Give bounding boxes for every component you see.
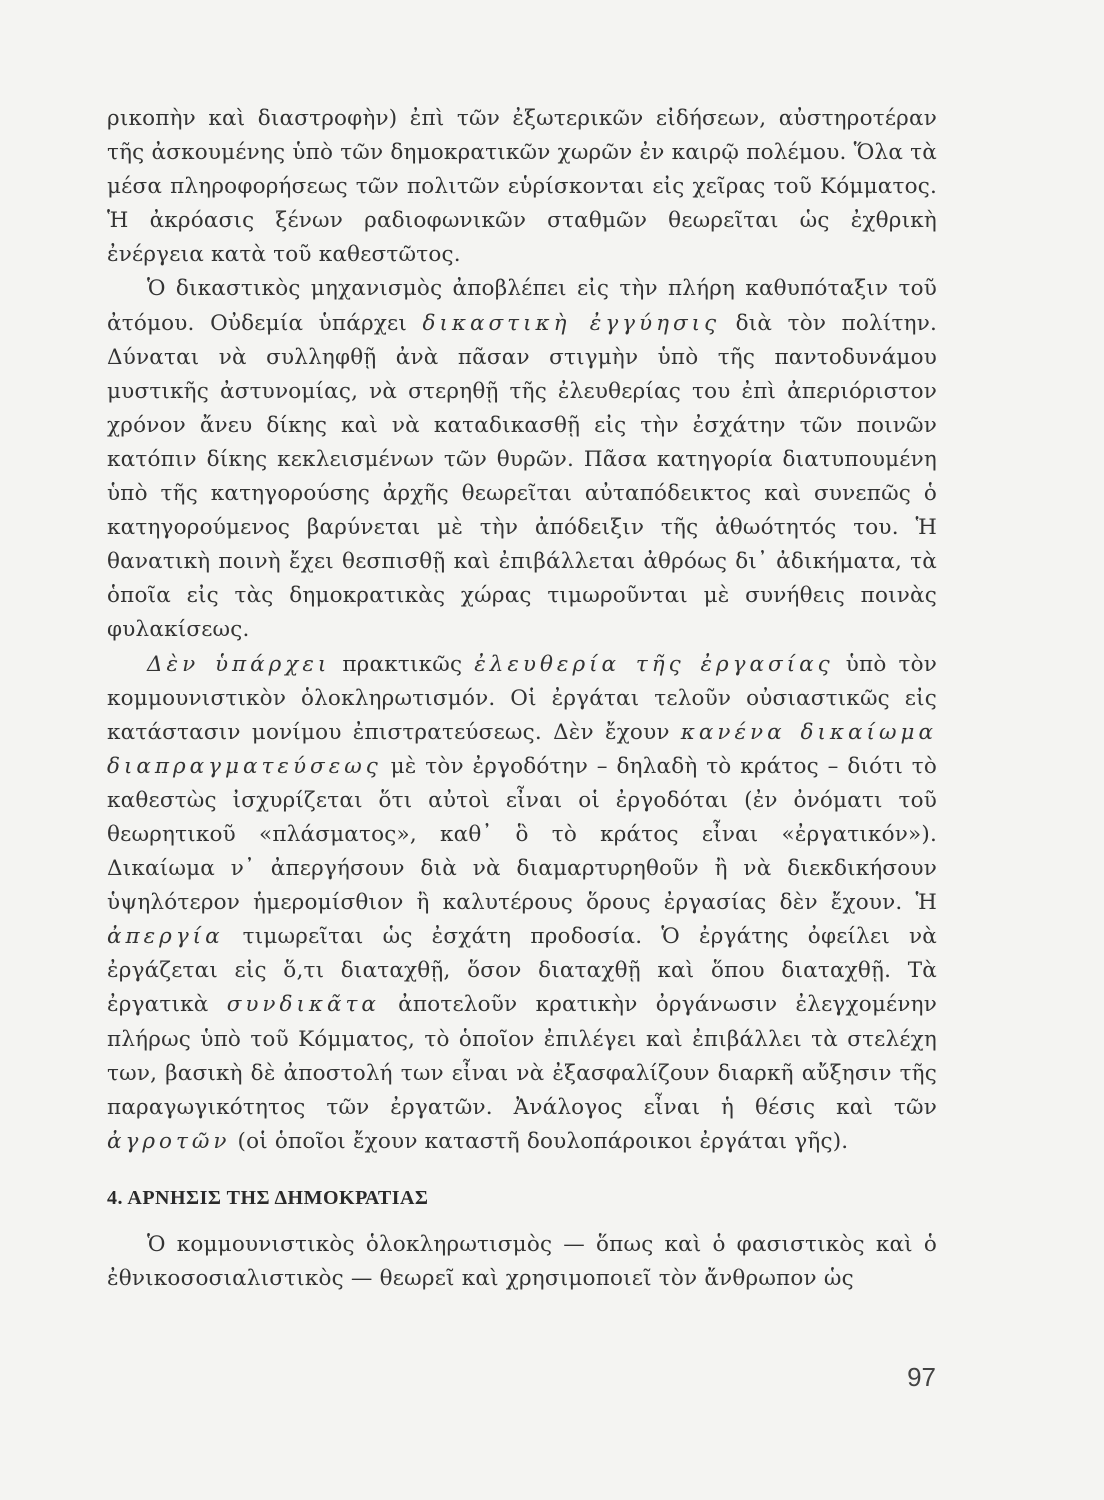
paragraph-text: τιμωρεῖται ὡς ἐσχάτη προδοσία. Ὁ ἐργάτης ὀφείλει νὰ ἐργάζεται εἰς ὅ,τι διαταχθῇ, ὅσον διαταχθῇ καὶ ὅπου διαταχθῇ. Τὰ ἐργατικὰ: [107, 924, 937, 1018]
paragraph-text: Ὁ δικαστικὸς μηχανισμὸς ἀποβλέπει εἰς τὴν πλήρη καθυπόταξιν τοῦ ἀτόμου. Οὐδεμία ὑπάρχει: [107, 276, 937, 336]
spaced-emphasis: κανένα δικαίωμα διαπραγματεύσεως: [107, 719, 937, 779]
paragraph-text: ὑπὸ τὸν κομμουνιστικὸν ὁλοκληρωτισμόν. Οἱ ἐργάται τελοῦν οὐσιαστικῶς εἰς κατάστασιν μονίμου ἐπιστρατεύσεως. Δὲν ἔχουν: [107, 651, 937, 745]
spaced-emphasis: ἐλευθερία τῆς ἐργασίας: [474, 651, 834, 677]
paragraph-judicial-system: [107, 272, 937, 647]
paragraph-text: πρακτικῶς: [330, 651, 475, 677]
paragraph-text: ρικοπὴν καὶ διαστροφὴν) ἐπὶ τῶν ἐξωτερικῶν εἰδήσεων, αὐστηροτέραν τῆς ἀσκουμένης ὑπὸ τῶν δημοκρατικῶν χωρῶν ἐν καιρῷ πολέμου. Ὅλα τὰ μέσα πληροφορήσεως τῶν πολιτῶν εὑρίσκονται εἰς χεῖρας τοῦ Κόμματος. Ἡ ἀκρόασις ξένων ραδιοφωνικῶν σταθμῶν θεωρεῖται ὡς ἐχθρικὴ ἐνέργεια κατὰ τοῦ καθεστῶτος.: [107, 106, 937, 268]
spaced-emphasis: ἀγροτῶν: [107, 1128, 231, 1154]
spaced-emphasis: Δὲν ὑπάρχει: [147, 651, 331, 677]
spaced-emphasis: δικαστικὴ ἐγγύησις: [422, 310, 721, 336]
paragraph-text: διὰ τὸν πολίτην. Δύναται νὰ συλληφθῇ ἀνὰ πᾶσαν στιγμὴν ὑπὸ τῆς παντοδυνάμου μυστικῆς ἀστυνομίας, νὰ στερηθῇ τῆς ἐλευθερίας του ἐπὶ ἀπεριόριστον χρόνον ἄνευ δίκης καὶ νὰ καταδικασθῇ εἰς τὴν ἐσχάτην τῶν ποινῶν κατόπιν δίκης κεκλεισμένων τῶν θυρῶν. Πᾶσα κατηγορία διατυπουμένη ὑπὸ τῆς κατηγορούσης ἀρχῆς θεωρεῖται αὐταπόδεικτος καὶ συνεπῶς ὁ κατηγορούμενος βαρύνεται μὲ τὴν ἀπόδειξιν τῆς ἀθωότητός του. Ἡ θανατικὴ ποινὴ ἔχει θεσπισθῇ καὶ ἐπιβάλλεται ἀθρόως δι᾽ ἀδικήματα, τὰ ὁποῖα εἰς τὰς δημοκρατικὰς χώρας τιμωροῦνται μὲ συνήθεις ποινὰς φυλακίσεως.: [107, 310, 938, 643]
paragraph-text: ἀποτελοῦν κρατικὴν ὀργάνωσιν ἐλεγχομένην πλήρως ὑπὸ τοῦ Κόμματος, τὸ ὁποῖον ἐπιλέγει καὶ ἐπιβάλλει τὰ στελέχη των, βασικὴ δὲ ἀποστολή των εἶναι νὰ ἐξασφαλίζουν διαρκῆ αὔξησιν τῆς παραγωγικότητος τῶν ἐργατῶν. Ἀνάλογος εἶναι ἡ θέσις καὶ τῶν: [107, 992, 937, 1120]
spaced-emphasis: ἀπεργία: [107, 924, 224, 950]
paragraph-democracy: [107, 1228, 937, 1296]
paragraph-labor: [107, 648, 937, 1159]
spaced-emphasis: συνδικᾶτα: [226, 992, 380, 1018]
paragraph-text: Ὁ κομμουνιστικὸς ὁλοκληρωτισμὸς — ὅπως καὶ ὁ φασιστικὸς καὶ ὁ ἐθνικοσοσιαλιστικὸς — θεωρεῖ καὶ χρησιμοποιεῖ τὸν ἄνθρωπον ὡς: [107, 1231, 937, 1291]
section-heading: 4. ΑΡΝΗΣΙΣ ΤΗΣ ΔΗΜΟΚΡΑΤΙΑΣ: [107, 1186, 429, 1209]
paragraph-text: (οἱ ὁποῖοι ἔχουν καταστῆ δουλοπάροικοι ἐργάται γῆς).: [230, 1128, 849, 1154]
page-number: 97: [907, 1362, 936, 1392]
page-body: [107, 102, 937, 1296]
paragraph-press-control: [107, 102, 937, 272]
paragraph-text: μὲ τὸν ἐργοδότην – δηλαδὴ τὸ κράτος – διότι τὸ καθεστὼς ἰσχυρίζεται ὅτι αὐτοὶ εἶναι οἱ ἐργοδόται (ἐν ὀνόματι τοῦ θεωρητικοῦ «πλάσματος», καθ᾽ ὃ τὸ κράτος εἶναι «ἐργατικόν»). Δικαίωμα ν᾽ ἀπεργήσουν διὰ νὰ διαμαρτυρηθοῦν ἢ νὰ διεκδικήσουν ὑψηλότερον ἡμερομίσθιον ἢ καλυτέρους ὅρους ἐργασίας δὲν ἔχουν. Ἡ: [107, 753, 937, 916]
